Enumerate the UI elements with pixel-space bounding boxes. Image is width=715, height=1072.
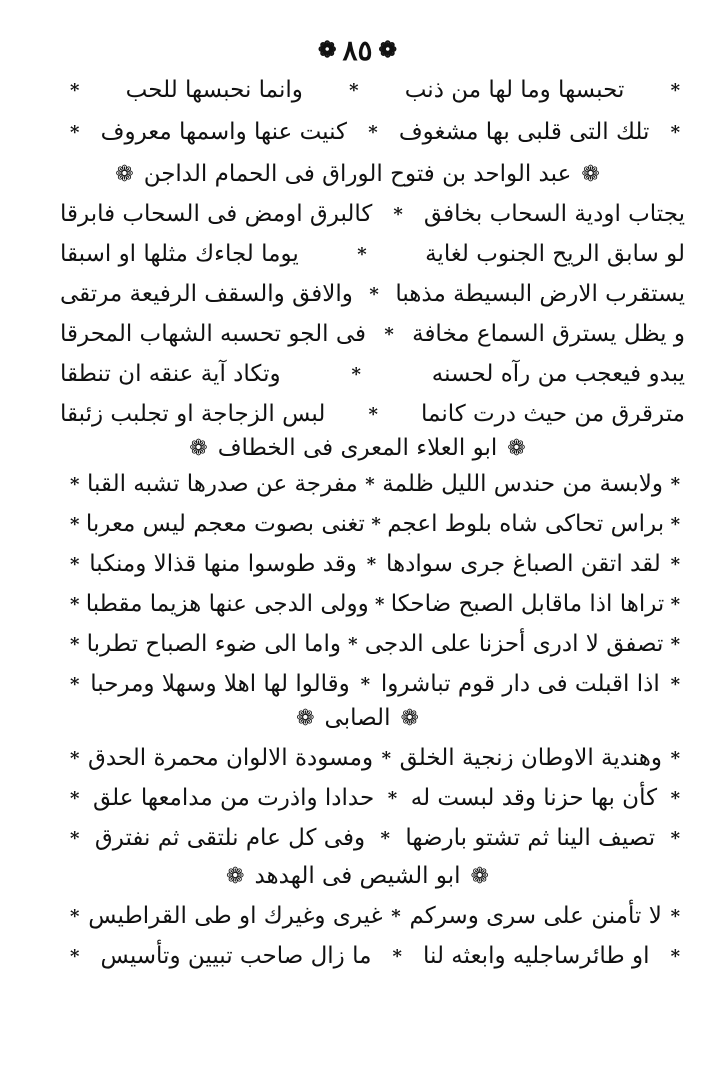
verse-star: * [70,827,80,849]
verse-first-hemistich: لقد اتقن الصباغ جرى سوادها [386,551,661,577]
verse-star: * [70,945,80,967]
verse-second-hemistich: حدادا واذرت من مدامعها علق [93,785,375,811]
verse-star: * [70,787,80,809]
verse-line [70,936,680,976]
verse-second-hemistich: وفى كل عام نلتقى ثم نفترق [94,825,366,851]
verse-line [60,274,685,314]
verse-second-hemistich: كالبرق اومض فى السحاب فابرقا [60,201,373,227]
verse-star: * [387,787,398,809]
verse-line [60,234,685,274]
page-number: ٨٥ [342,33,373,67]
verse-star: * [670,121,680,143]
verse-star: * [670,945,680,967]
verse-star: * [70,905,80,927]
verse-line [70,112,680,152]
verse-line [60,354,685,394]
verse-star: * [70,747,80,769]
verse-star: * [670,827,680,849]
verse-star: * [368,403,378,425]
verse-first-hemistich: تحبسها وما لها من ذنب [404,77,625,103]
ornament-icon: ❁ [507,435,526,461]
verse-star: * [384,323,394,345]
verse-star: * [348,633,358,655]
ornament-icon: ❁ [378,37,397,63]
verse-line [70,504,680,544]
verse-line [70,738,680,778]
verse-star: * [375,593,385,615]
verse-star: * [70,121,80,143]
verse-second-hemistich: والافق والسقف الرفيعة مرتقى [60,281,353,307]
verse-star: * [70,633,80,655]
verse-star: * [670,673,680,695]
poem-heading [0,698,715,738]
verse-star: * [369,283,379,305]
verse-star: * [670,633,680,655]
verse-star: * [392,945,402,967]
poem-heading [0,856,715,896]
verse-first-hemistich: تراها اذا ماقابل الصبح ضاحكا [390,591,665,617]
verse-star: * [70,513,80,535]
verse-line [70,464,680,504]
verse-star: * [351,363,361,385]
verse-star: * [368,121,378,143]
verse-line [70,70,680,110]
verse-star: * [70,79,80,101]
verse-second-hemistich: فى الجو تحسبه الشهاب المحرقا [60,321,366,347]
verse-line [60,194,685,234]
verse-second-hemistich: وولى الدجى عنها هزيما مقطبا [85,591,369,617]
verse-star: * [70,593,80,615]
ornament-icon: ❁ [470,863,489,889]
verse-line [70,818,680,858]
verse-second-hemistich: وانما نحبسها للحب [125,77,303,103]
verse-star: * [670,593,680,615]
verse-second-hemistich: ومسودة الالوان محمرة الحدق [88,745,374,771]
verse-first-hemistich: مترقرق من حيث درت كانما [421,401,685,427]
verse-first-hemistich: لو سابق الريح الجنوب لغاية [425,241,685,267]
poem-title: ابو الشيص فى الهدهد [254,863,461,889]
verse-first-hemistich: براس تحاكى شاه بلوط اعجم [387,511,665,537]
verse-line [70,544,680,584]
ornament-icon: ❁ [189,435,208,461]
verse-star: * [365,473,375,495]
verse-star: * [393,203,403,225]
ornament-icon: ❁ [581,161,600,187]
ornament-icon: ❁ [318,37,337,63]
verse-second-hemistich: واما الى ضوء الصباح تطربا [86,631,341,657]
ornament-icon: ❁ [115,161,134,187]
verse-star: * [366,553,377,575]
verse-second-hemistich: وتكاد آية عنقه ان تنطقا [60,361,281,387]
verse-star: * [670,513,680,535]
poem-title: الصابى [324,705,391,731]
poem-title: ابو العلاء المعرى فى الخطاف [217,435,498,461]
verse-first-hemistich: يجتاب اودية السحاب بخافق [423,201,685,227]
verse-star: * [70,673,80,695]
verse-star: * [670,473,680,495]
verse-first-hemistich: ولابسة من حندس الليل ظلمة [382,471,664,497]
ornament-icon: ❁ [226,863,245,889]
verse-second-hemistich: كنيت عنها واسمها معروف [100,119,347,145]
verse-line [70,584,680,624]
verse-first-hemistich: تلك التى قلبى بها مشغوف [398,119,650,145]
page-header [0,30,715,70]
verse-line [70,624,680,664]
verse-second-hemistich: لبس الزجاجة او تجلبب زئبقا [60,401,326,427]
verse-star: * [670,553,680,575]
verse-line [60,314,685,354]
verse-first-hemistich: يبدو فيعجب من رآه لحسنه [431,361,685,387]
verse-star: * [70,473,80,495]
verse-star: * [357,243,367,265]
verse-star: * [371,513,381,535]
ornament-icon: ❁ [400,705,419,731]
verse-line [70,896,680,936]
verse-star: * [670,79,680,101]
verse-first-hemistich: و يظل يسترق السماع مخافة [412,321,685,347]
verse-second-hemistich: وقد طوسوا منها قذالا ومنكبا [89,551,357,577]
verse-star: * [670,747,680,769]
verse-second-hemistich: وقالوا لها اهلا وسهلا ومرحبا [90,671,350,697]
poem-heading [0,154,715,194]
verse-star: * [349,79,359,101]
verse-line [70,778,680,818]
verse-first-hemistich: اذا اقبلت فى دار قوم تباشروا [380,671,660,697]
verse-first-hemistich: لا تأمنن على سرى وسركم [409,903,662,929]
verse-second-hemistich: يوما لجاءك مثلها او اسبقا [60,241,299,267]
verse-star: * [670,905,680,927]
poem-heading [0,428,715,468]
verse-second-hemistich: ما زال صاحب تبيين وتأسيس [100,943,372,969]
verse-star: * [380,827,390,849]
verse-second-hemistich: تغنى بصوت معجم ليس معربا [85,511,365,537]
verse-first-hemistich: يستقرب الارض البسيطة مذهبا [395,281,685,307]
verse-second-hemistich: مفرجة عن صدرها تشبه القبا [86,471,358,497]
ornament-icon: ❁ [296,705,315,731]
poem-title: عبد الواحد بن فتوح الوراق فى الحمام الداجن [143,161,572,187]
verse-first-hemistich: تصفق لا ادرى أحزنا على الدجى [364,631,664,657]
verse-first-hemistich: كأن بها حزنا وقد لبست له [410,785,658,811]
verse-first-hemistich: تصيف الينا ثم تشتو بارضها [405,825,656,851]
verse-star: * [381,747,392,769]
verse-star: * [391,905,401,927]
verse-first-hemistich: وهندية الاوطان زنجية الخلق [399,745,663,771]
verse-star: * [70,553,80,575]
verse-star: * [360,673,370,695]
verse-star: * [670,787,680,809]
verse-first-hemistich: او طائرساجليه وابعثه لنا [423,943,650,969]
verse-second-hemistich: غيرى وغيرك او طى القراطيس [88,903,383,929]
